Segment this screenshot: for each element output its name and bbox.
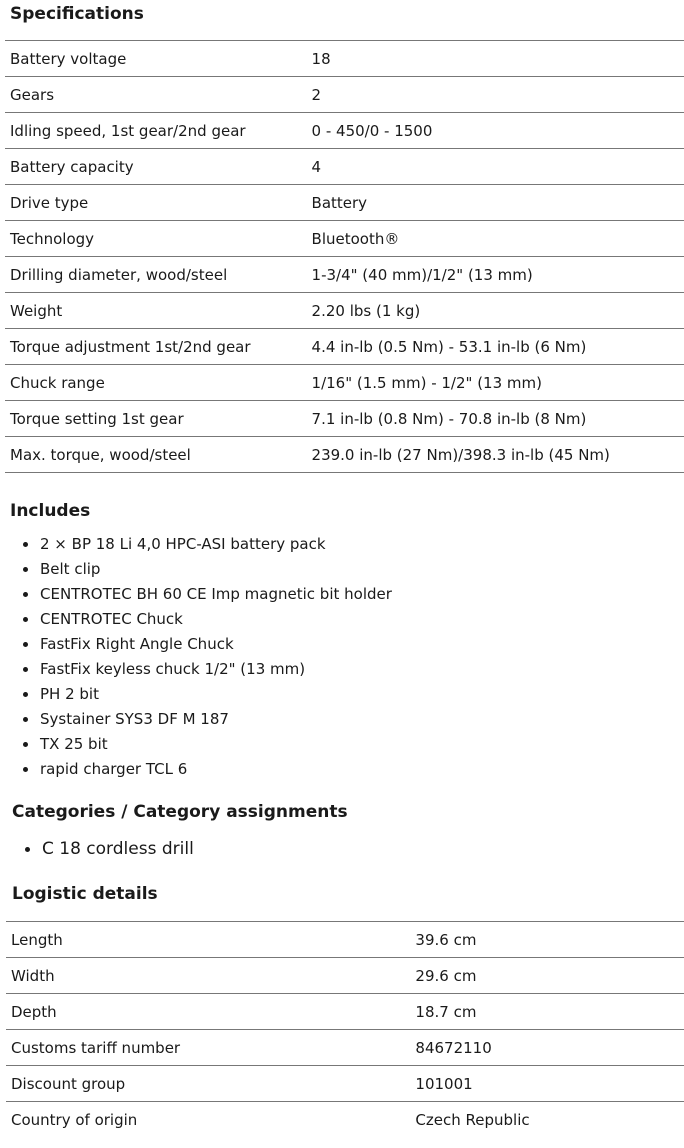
specifications-table bbox=[5, 40, 684, 473]
spec-value: Bluetooth® bbox=[312, 221, 684, 257]
spec-value: 4 bbox=[312, 149, 684, 185]
table-row bbox=[6, 922, 684, 958]
logistic-value: 84672110 bbox=[415, 1030, 684, 1066]
list-item: rapid charger TCL 6 bbox=[20, 757, 392, 782]
spec-label: Drilling diameter, wood/steel bbox=[5, 257, 312, 293]
category-item[interactable]: C 18 cordless drill bbox=[22, 836, 194, 862]
spec-label: Idling speed, 1st gear/2nd gear bbox=[5, 113, 312, 149]
list-item: Systainer SYS3 DF M 187 bbox=[20, 707, 392, 732]
table-row bbox=[6, 1030, 684, 1066]
spec-value: 2 bbox=[312, 77, 684, 113]
spec-value: 1-3/4" (40 mm)/1/2" (13 mm) bbox=[312, 257, 684, 293]
spec-label: Max. torque, wood/steel bbox=[5, 437, 312, 473]
includes-heading: Includes bbox=[10, 501, 91, 521]
spec-value: 1/16" (1.5 mm) - 1/2" (13 mm) bbox=[312, 365, 684, 401]
logistic-label: Depth bbox=[6, 994, 415, 1030]
table-row bbox=[5, 113, 684, 149]
categories-list bbox=[22, 836, 194, 862]
logistic-value: 29.6 cm bbox=[415, 958, 684, 994]
table-row bbox=[5, 329, 684, 365]
spec-label: Torque setting 1st gear bbox=[5, 401, 312, 437]
table-row bbox=[5, 365, 684, 401]
spec-value: 239.0 in-lb (27 Nm)/398.3 in-lb (45 Nm) bbox=[312, 437, 684, 473]
spec-label: Battery capacity bbox=[5, 149, 312, 185]
specifications-heading: Specifications bbox=[10, 4, 144, 24]
spec-label: Gears bbox=[5, 77, 312, 113]
spec-value: 18 bbox=[312, 41, 684, 77]
table-row bbox=[5, 437, 684, 473]
includes-list bbox=[20, 532, 392, 782]
spec-value: 7.1 in-lb (0.8 Nm) - 70.8 in-lb (8 Nm) bbox=[312, 401, 684, 437]
spec-label: Technology bbox=[5, 221, 312, 257]
table-row bbox=[5, 185, 684, 221]
list-item: TX 25 bit bbox=[20, 732, 392, 757]
logistic-details-heading: Logistic details bbox=[12, 884, 158, 904]
spec-value: 2.20 lbs (1 kg) bbox=[312, 293, 684, 329]
spec-label: Chuck range bbox=[5, 365, 312, 401]
spec-label: Drive type bbox=[5, 185, 312, 221]
table-row bbox=[5, 293, 684, 329]
logistic-label: Discount group bbox=[6, 1066, 415, 1102]
spec-value: 0 - 450/0 - 1500 bbox=[312, 113, 684, 149]
logistic-value: 101001 bbox=[415, 1066, 684, 1102]
logistic-label: Length bbox=[6, 922, 415, 958]
logistic-value: Czech Republic bbox=[415, 1102, 684, 1138]
table-row bbox=[6, 958, 684, 994]
logistic-label: Country of origin bbox=[6, 1102, 415, 1138]
table-row bbox=[6, 994, 684, 1030]
table-row bbox=[5, 257, 684, 293]
categories-heading: Categories / Category assignments bbox=[12, 802, 348, 822]
list-item: CENTROTEC Chuck bbox=[20, 607, 392, 632]
logistic-label: Customs tariff number bbox=[6, 1030, 415, 1066]
spec-value: Battery bbox=[312, 185, 684, 221]
list-item: 2 × BP 18 Li 4,0 HPC-ASI battery pack bbox=[20, 532, 392, 557]
logistic-details-table bbox=[6, 921, 684, 1137]
list-item: CENTROTEC BH 60 CE Imp magnetic bit holder bbox=[20, 582, 392, 607]
list-item: FastFix keyless chuck 1/2" (13 mm) bbox=[20, 657, 392, 682]
table-row bbox=[6, 1066, 684, 1102]
table-row bbox=[5, 401, 684, 437]
list-item: Belt clip bbox=[20, 557, 392, 582]
spec-value: 4.4 in-lb (0.5 Nm) - 53.1 in-lb (6 Nm) bbox=[312, 329, 684, 365]
table-row bbox=[5, 221, 684, 257]
spec-label: Torque adjustment 1st/2nd gear bbox=[5, 329, 312, 365]
table-row bbox=[5, 77, 684, 113]
logistic-label: Width bbox=[6, 958, 415, 994]
logistic-value: 18.7 cm bbox=[415, 994, 684, 1030]
table-row bbox=[6, 1102, 684, 1138]
list-item: FastFix Right Angle Chuck bbox=[20, 632, 392, 657]
list-item: PH 2 bit bbox=[20, 682, 392, 707]
table-row bbox=[5, 149, 684, 185]
spec-label: Weight bbox=[5, 293, 312, 329]
logistic-value: 39.6 cm bbox=[415, 922, 684, 958]
table-row bbox=[5, 41, 684, 77]
spec-label: Battery voltage bbox=[5, 41, 312, 77]
